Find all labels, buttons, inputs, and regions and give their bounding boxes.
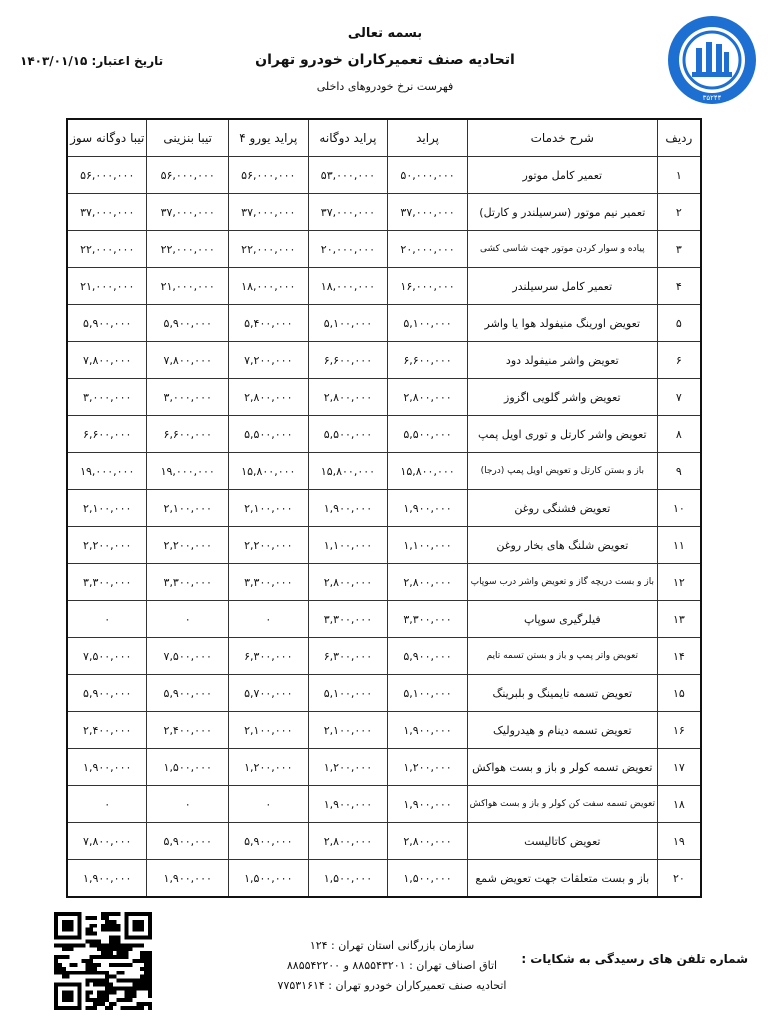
- table-row: [67, 601, 701, 638]
- price-cell: ۶,۳۰۰,۰۰۰: [308, 638, 388, 675]
- complaints-label: شماره تلفن های رسیدگی به شکایات :: [521, 952, 748, 966]
- row-number: ۱۲: [657, 564, 701, 601]
- row-number: ۶: [657, 342, 701, 379]
- price-cell: ۳,۳۰۰,۰۰۰: [388, 601, 468, 638]
- row-number: ۹: [657, 453, 701, 490]
- price-cell: ۱,۹۰۰,۰۰۰: [388, 490, 468, 527]
- column-header: ردیف: [657, 119, 701, 157]
- price-cell: ۳,۳۰۰,۰۰۰: [308, 601, 388, 638]
- column-header: پراید: [388, 119, 468, 157]
- price-cell: ۱,۹۰۰,۰۰۰: [388, 786, 468, 823]
- table-row: [67, 712, 701, 749]
- price-cell: ۶,۳۰۰,۰۰۰: [228, 638, 308, 675]
- price-cell: ۱,۹۰۰,۰۰۰: [67, 749, 147, 786]
- column-header: تیبا بنزینی: [147, 119, 229, 157]
- service-description: تعویض تسمه تایمینگ و بلبرینگ: [467, 675, 657, 712]
- table-row: [67, 379, 701, 416]
- service-description: تعویض اورینگ منیفولد هوا یا واشر: [467, 305, 657, 342]
- price-cell: ۱۹,۰۰۰,۰۰۰: [67, 453, 147, 490]
- service-description: تعویض شلنگ های بخار روغن: [467, 527, 657, 564]
- contact-block: [262, 936, 522, 996]
- row-number: ۱۳: [657, 601, 701, 638]
- price-cell: ۱۸,۰۰۰,۰۰۰: [228, 268, 308, 305]
- price-cell: ۵,۷۰۰,۰۰۰: [228, 675, 308, 712]
- price-cell: ۵,۱۰۰,۰۰۰: [308, 305, 388, 342]
- row-number: ۱۴: [657, 638, 701, 675]
- row-number: ۳: [657, 231, 701, 268]
- service-description: تعویض فشنگی روغن: [467, 490, 657, 527]
- price-cell: ۷,۸۰۰,۰۰۰: [67, 342, 147, 379]
- price-cell: ۲,۱۰۰,۰۰۰: [147, 490, 229, 527]
- price-cell: ۵,۵۰۰,۰۰۰: [228, 416, 308, 453]
- price-cell: ۲,۲۰۰,۰۰۰: [67, 527, 147, 564]
- price-cell: ۳۷,۰۰۰,۰۰۰: [147, 194, 229, 231]
- price-cell: ۳,۳۰۰,۰۰۰: [67, 564, 147, 601]
- table-row: [67, 157, 701, 194]
- price-cell: ۱,۹۰۰,۰۰۰: [67, 860, 147, 898]
- table-row: [67, 194, 701, 231]
- price-cell: ۱,۲۰۰,۰۰۰: [308, 749, 388, 786]
- table-row: [67, 231, 701, 268]
- service-description: تعویض تسمه کولر و باز و بست هواکش: [467, 749, 657, 786]
- service-description: فیلرگیری سوپاپ: [467, 601, 657, 638]
- price-cell: ۱,۹۰۰,۰۰۰: [308, 786, 388, 823]
- price-cell: ۵۰,۰۰۰,۰۰۰: [388, 157, 468, 194]
- price-cell: ۲,۸۰۰,۰۰۰: [308, 823, 388, 860]
- price-cell: ۵,۴۰۰,۰۰۰: [228, 305, 308, 342]
- table-row: [67, 268, 701, 305]
- price-cell: ۲,۸۰۰,۰۰۰: [388, 379, 468, 416]
- price-cell: ۱۵,۸۰۰,۰۰۰: [308, 453, 388, 490]
- validity-date: تاریخ اعتبار: ۱۴۰۳/۰۱/۱۵: [20, 54, 164, 68]
- price-cell: ۱,۲۰۰,۰۰۰: [388, 749, 468, 786]
- union-emblem-icon: [666, 14, 758, 106]
- price-cell: ۷,۲۰۰,۰۰۰: [228, 342, 308, 379]
- row-number: ۱۸: [657, 786, 701, 823]
- price-cell: ۲,۸۰۰,۰۰۰: [308, 379, 388, 416]
- table-row: [67, 490, 701, 527]
- price-cell: ۲,۱۰۰,۰۰۰: [308, 712, 388, 749]
- price-cell: ۲,۱۰۰,۰۰۰: [67, 490, 147, 527]
- contact-line-union: اتحادیه صنف تعمیرکاران خودرو تهران : ۷۷۵۳۱۶۱۴: [277, 979, 507, 992]
- price-cell: ۵,۹۰۰,۰۰۰: [228, 823, 308, 860]
- price-cell: ۱,۵۰۰,۰۰۰: [388, 860, 468, 898]
- price-cell: ۵۶,۰۰۰,۰۰۰: [67, 157, 147, 194]
- table-row: [67, 860, 701, 898]
- table-row: [67, 453, 701, 490]
- table-row: [67, 675, 701, 712]
- table-row: [67, 305, 701, 342]
- price-cell: ۰: [67, 786, 147, 823]
- contact-line-commerce: سازمان بازرگانی استان تهران : ۱۲۴: [309, 939, 475, 952]
- service-description: تعمیر کامل سرسیلندر: [467, 268, 657, 305]
- price-cell: ۲,۴۰۰,۰۰۰: [147, 712, 229, 749]
- price-cell: ۰: [228, 786, 308, 823]
- service-description: باز و بستن کارتل و تعویض اویل پمپ (درجا): [467, 453, 657, 490]
- row-number: ۸: [657, 416, 701, 453]
- price-cell: ۲,۲۰۰,۰۰۰: [228, 527, 308, 564]
- price-cell: ۵,۹۰۰,۰۰۰: [147, 305, 229, 342]
- table-header-row: [67, 119, 701, 157]
- row-number: ۵: [657, 305, 701, 342]
- price-cell: ۶,۶۰۰,۰۰۰: [308, 342, 388, 379]
- price-cell: ۱۹,۰۰۰,۰۰۰: [147, 453, 229, 490]
- price-cell: ۱۶,۰۰۰,۰۰۰: [388, 268, 468, 305]
- price-cell: ۲۱,۰۰۰,۰۰۰: [67, 268, 147, 305]
- row-number: ۱۷: [657, 749, 701, 786]
- price-cell: ۵,۱۰۰,۰۰۰: [388, 675, 468, 712]
- table-row: [67, 564, 701, 601]
- table-row: [67, 638, 701, 675]
- price-cell: ۳۷,۰۰۰,۰۰۰: [308, 194, 388, 231]
- svg-text:۳۵۲۴۴: ۳۵۲۴۴: [702, 94, 722, 102]
- price-cell: ۳۷,۰۰۰,۰۰۰: [388, 194, 468, 231]
- price-cell: ۷,۸۰۰,۰۰۰: [67, 823, 147, 860]
- price-cell: ۷,۸۰۰,۰۰۰: [147, 342, 229, 379]
- price-cell: ۲۲,۰۰۰,۰۰۰: [67, 231, 147, 268]
- price-cell: ۶,۶۰۰,۰۰۰: [147, 416, 229, 453]
- price-cell: ۱,۲۰۰,۰۰۰: [228, 749, 308, 786]
- row-number: ۱۰: [657, 490, 701, 527]
- price-cell: ۵,۹۰۰,۰۰۰: [388, 638, 468, 675]
- price-cell: ۱,۱۰۰,۰۰۰: [388, 527, 468, 564]
- column-header: شرح خدمات: [467, 119, 657, 157]
- price-cell: ۲۱,۰۰۰,۰۰۰: [147, 268, 229, 305]
- price-cell: ۱,۹۰۰,۰۰۰: [308, 490, 388, 527]
- price-cell: ۳۷,۰۰۰,۰۰۰: [67, 194, 147, 231]
- service-description: باز و بست دریچه گاز و تعویض واشر درب سوپاپ: [467, 564, 657, 601]
- price-cell: ۳۷,۰۰۰,۰۰۰: [228, 194, 308, 231]
- price-cell: ۵,۹۰۰,۰۰۰: [147, 675, 229, 712]
- price-cell: ۲۰,۰۰۰,۰۰۰: [308, 231, 388, 268]
- price-cell: ۶,۶۰۰,۰۰۰: [388, 342, 468, 379]
- price-cell: ۵۶,۰۰۰,۰۰۰: [228, 157, 308, 194]
- price-cell: ۷,۵۰۰,۰۰۰: [147, 638, 229, 675]
- price-cell: ۲,۱۰۰,۰۰۰: [228, 712, 308, 749]
- price-cell: ۱۸,۰۰۰,۰۰۰: [308, 268, 388, 305]
- table-row: [67, 749, 701, 786]
- row-number: ۱۱: [657, 527, 701, 564]
- org-title: اتحادیه صنف تعمیرکاران خودرو تهران: [255, 52, 515, 68]
- price-cell: ۲,۴۰۰,۰۰۰: [67, 712, 147, 749]
- price-cell: ۶,۶۰۰,۰۰۰: [67, 416, 147, 453]
- table-row: [67, 342, 701, 379]
- price-cell: ۵,۱۰۰,۰۰۰: [308, 675, 388, 712]
- row-number: ۱۵: [657, 675, 701, 712]
- price-cell: ۵,۹۰۰,۰۰۰: [67, 305, 147, 342]
- price-cell: ۲۰,۰۰۰,۰۰۰: [388, 231, 468, 268]
- price-cell: ۱,۹۰۰,۰۰۰: [147, 860, 229, 898]
- service-description: باز و بست متعلقات جهت تعویض شمع: [467, 860, 657, 898]
- row-number: ۲۰: [657, 860, 701, 898]
- column-header: پراید دوگانه: [308, 119, 388, 157]
- price-cell: ۵,۵۰۰,۰۰۰: [388, 416, 468, 453]
- row-number: ۱: [657, 157, 701, 194]
- price-cell: ۲,۸۰۰,۰۰۰: [308, 564, 388, 601]
- price-cell: ۱,۱۰۰,۰۰۰: [308, 527, 388, 564]
- service-description: تعویض تسمه سفت کن کولر و باز و بست هواکش: [467, 786, 657, 823]
- service-description: تعمیر کامل موتور: [467, 157, 657, 194]
- price-cell: ۱,۵۰۰,۰۰۰: [228, 860, 308, 898]
- row-number: ۷: [657, 379, 701, 416]
- price-cell: ۱,۹۰۰,۰۰۰: [388, 712, 468, 749]
- bismillah-heading: بسمه تعالی: [347, 26, 423, 41]
- price-cell: ۵۳,۰۰۰,۰۰۰: [308, 157, 388, 194]
- row-number: ۲: [657, 194, 701, 231]
- price-cell: ۰: [228, 601, 308, 638]
- row-number: ۱۹: [657, 823, 701, 860]
- price-cell: ۱,۵۰۰,۰۰۰: [308, 860, 388, 898]
- table-row: [67, 527, 701, 564]
- price-cell: ۱۵,۸۰۰,۰۰۰: [388, 453, 468, 490]
- price-cell: ۲,۸۰۰,۰۰۰: [388, 564, 468, 601]
- service-description: تعویض واشر منیفولد دود: [467, 342, 657, 379]
- service-description: تعویض واتر پمپ و باز و بستن تسمه تایم: [467, 638, 657, 675]
- price-cell: ۷,۵۰۰,۰۰۰: [67, 638, 147, 675]
- price-cell: ۲۲,۰۰۰,۰۰۰: [147, 231, 229, 268]
- table-row: [67, 823, 701, 860]
- table-row: [67, 416, 701, 453]
- service-description: تعویض تسمه دینام و هیدرولیک: [467, 712, 657, 749]
- price-cell: ۲,۲۰۰,۰۰۰: [147, 527, 229, 564]
- row-number: ۱۶: [657, 712, 701, 749]
- price-cell: ۳,۰۰۰,۰۰۰: [147, 379, 229, 416]
- price-cell: ۱۵,۸۰۰,۰۰۰: [228, 453, 308, 490]
- price-cell: ۰: [147, 601, 229, 638]
- price-cell: ۲,۸۰۰,۰۰۰: [388, 823, 468, 860]
- service-description: پیاده و سوار کردن موتور جهت شاسی کشی: [467, 231, 657, 268]
- price-cell: ۵,۹۰۰,۰۰۰: [67, 675, 147, 712]
- price-cell: ۲,۱۰۰,۰۰۰: [228, 490, 308, 527]
- price-cell: ۰: [147, 786, 229, 823]
- price-cell: ۳,۰۰۰,۰۰۰: [67, 379, 147, 416]
- subtitle: فهرست نرخ خودروهای داخلی: [316, 80, 454, 93]
- service-description: تعویض واشر کارتل و توری اویل پمپ: [467, 416, 657, 453]
- service-description: تعویض واشر گلویی اگزوز: [467, 379, 657, 416]
- price-cell: ۵,۹۰۰,۰۰۰: [147, 823, 229, 860]
- price-cell: ۱,۵۰۰,۰۰۰: [147, 749, 229, 786]
- service-description: تعویض کاتالیست: [467, 823, 657, 860]
- contact-line-guilds: اتاق اصناف تهران : ۸۸۵۵۴۳۲۰۱ و ۸۸۵۵۴۲۲۰۰: [286, 959, 498, 972]
- price-cell: ۲,۸۰۰,۰۰۰: [228, 379, 308, 416]
- price-cell: ۳,۳۰۰,۰۰۰: [147, 564, 229, 601]
- column-header: پراید یورو ۴: [228, 119, 308, 157]
- price-cell: ۲۲,۰۰۰,۰۰۰: [228, 231, 308, 268]
- qr-code-icon: [54, 912, 152, 1010]
- column-header: تیبا دوگانه سوز: [67, 119, 147, 157]
- price-cell: ۵,۵۰۰,۰۰۰: [308, 416, 388, 453]
- price-cell: ۰: [67, 601, 147, 638]
- price-cell: ۳,۳۰۰,۰۰۰: [228, 564, 308, 601]
- service-description: تعمیر نیم موتور (سرسیلندر و کارتل): [467, 194, 657, 231]
- table-row: [67, 786, 701, 823]
- price-cell: ۵۶,۰۰۰,۰۰۰: [147, 157, 229, 194]
- price-table: [66, 118, 702, 898]
- price-cell: ۵,۱۰۰,۰۰۰: [388, 305, 468, 342]
- row-number: ۴: [657, 268, 701, 305]
